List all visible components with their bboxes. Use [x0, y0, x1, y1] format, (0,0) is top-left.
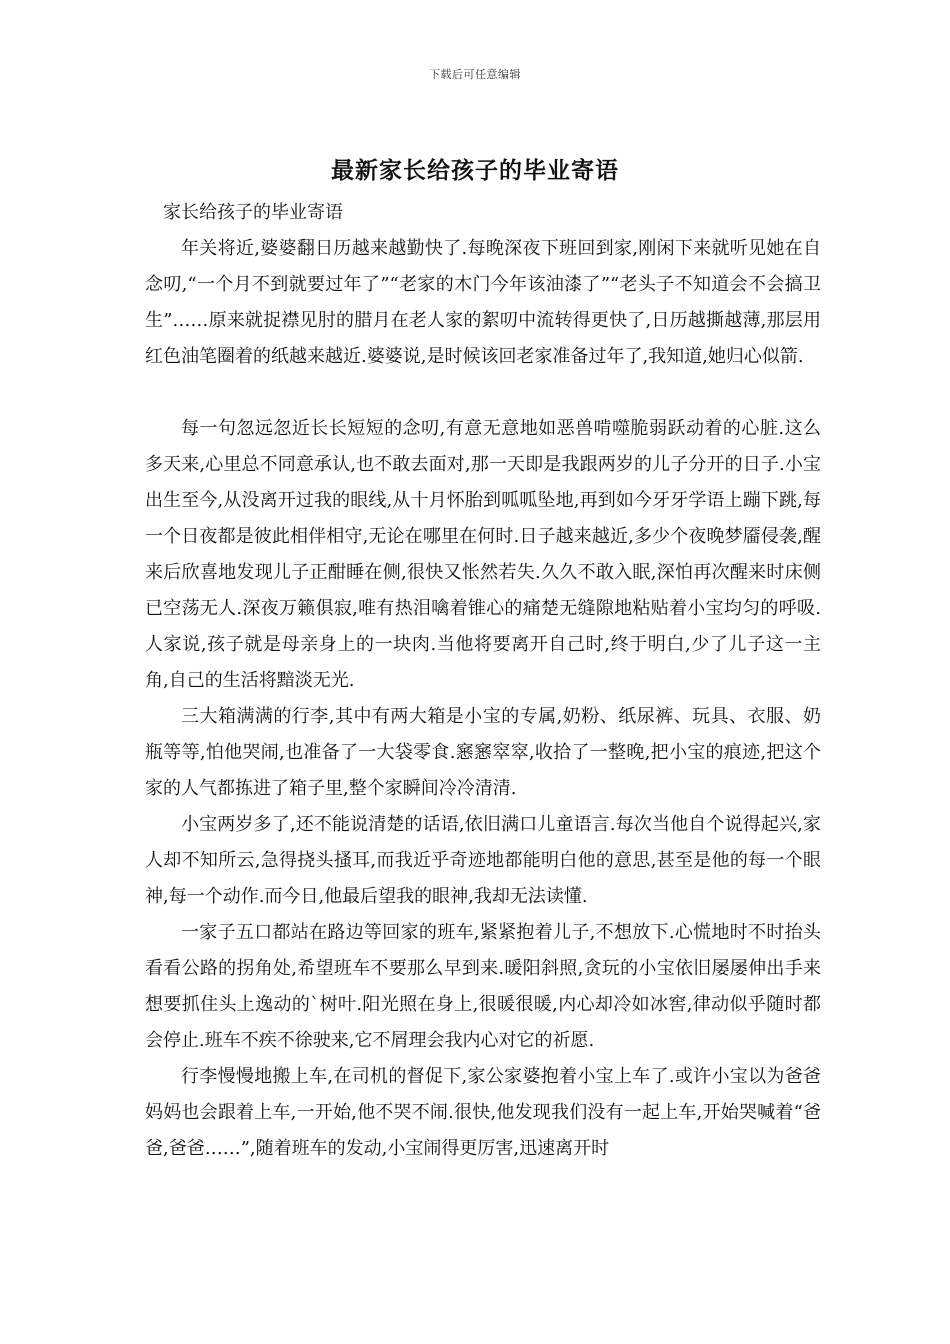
document-title: 最新家长给孩子的毕业寄语: [331, 157, 619, 184]
paragraph-6: 行李慢慢地搬上车,在司机的督促下,家公家婆抱着小宝上车了.或许小宝以为爸爸妈妈也会跟着上车,一开始,他不哭不闹.很快,他发现我们没有一起上车,开始哭喊着“爸爸,爸爸……”,随着班车的发动,小宝闹得更厉害,迅速离开时: [145, 1066, 821, 1159]
document-subtitle: 家长给孩子的毕业寄语: [163, 202, 343, 223]
header-note: 下载后可任意编辑: [429, 68, 521, 81]
document-body: [145, 195, 821, 1167]
paragraph-5: 一家子五口都站在路边等回家的班车,紧紧抱着儿子,不想放下.心慌地时不时抬头看看公路的拐角处,希望班车不要那么早到来.暖阳斜照,贪玩的小宝依旧屡屡伸出手来想要抓住头上逸动的`树叶.阳光照在身上,很暖很暖,内心却冷如冰窖,律动似乎随时都会停止.班车不疾不徐驶来,它不屑理会我内心对它的祈愿.: [145, 922, 821, 1051]
paragraph-4: 小宝两岁多了,还不能说清楚的话语,依旧满口儿童语言.每次当他自个说得起兴,家人却不知所云,急得挠头搔耳,而我近乎奇迹地都能明白他的意思,甚至是他的每一个眼神,每一个动作.而今日,他最后望我的眼神,我却无法读懂.: [145, 814, 821, 907]
paragraph-1: 年关将近,婆婆翻日历越来越勤快了.每晚深夜下班回到家,刚闲下来就听见她在自念叨,“一个月不到就要过年了”“老家的木门今年该油漆了”“老头子不知道会不会搞卫生”……原来就捉襟见肘的腊月在老人家的絮叨中流转得更快了,日历越撕越薄,那层用红色油笔圈着的纸越来越近.婆婆说,是时候该回老家准备过年了,我知道,她归心似箭.: [145, 238, 821, 367]
paragraph-3: 三大箱满满的行李,其中有两大箱是小宝的专属,奶粉、纸尿裤、玩具、衣服、奶瓶等等,怕他哭闹,也准备了一大袋零食.窸窸窣窣,收拾了一整晚,把小宝的痕迹,把这个家的人气都拣进了箱子里,整个家瞬间冷冷清清.: [145, 706, 821, 799]
paragraph-2: 每一句忽远忽近长长短短的念叨,有意无意地如恶兽啃噬脆弱跃动着的心脏.这么多天来,心里总不同意承认,也不敢去面对,那一天即是我跟两岁的儿子分开的日子.小宝出生至今,从没离开过我的眼线,从十月怀胎到呱呱坠地,再到如今牙牙学语上蹦下跳,每一个日夜都是彼此相伴相守,无论在哪里在何时.日子越来越近,多少个夜晚梦靥侵袭,醒来后欣喜地发现儿子正酣睡在侧,很快又怅然若失.久久不敢入眠,深怕再次醒来时床侧已空荡无人.深夜万籁俱寂,唯有热泪噙着锥心的痛楚无缝隙地粘贴着小宝均匀的呼吸.人家说,孩子就是母亲身上的一块肉.当他将要离开自己时,终于明白,少了儿子这一主角,自己的生活将黯淡无光.: [145, 418, 821, 691]
